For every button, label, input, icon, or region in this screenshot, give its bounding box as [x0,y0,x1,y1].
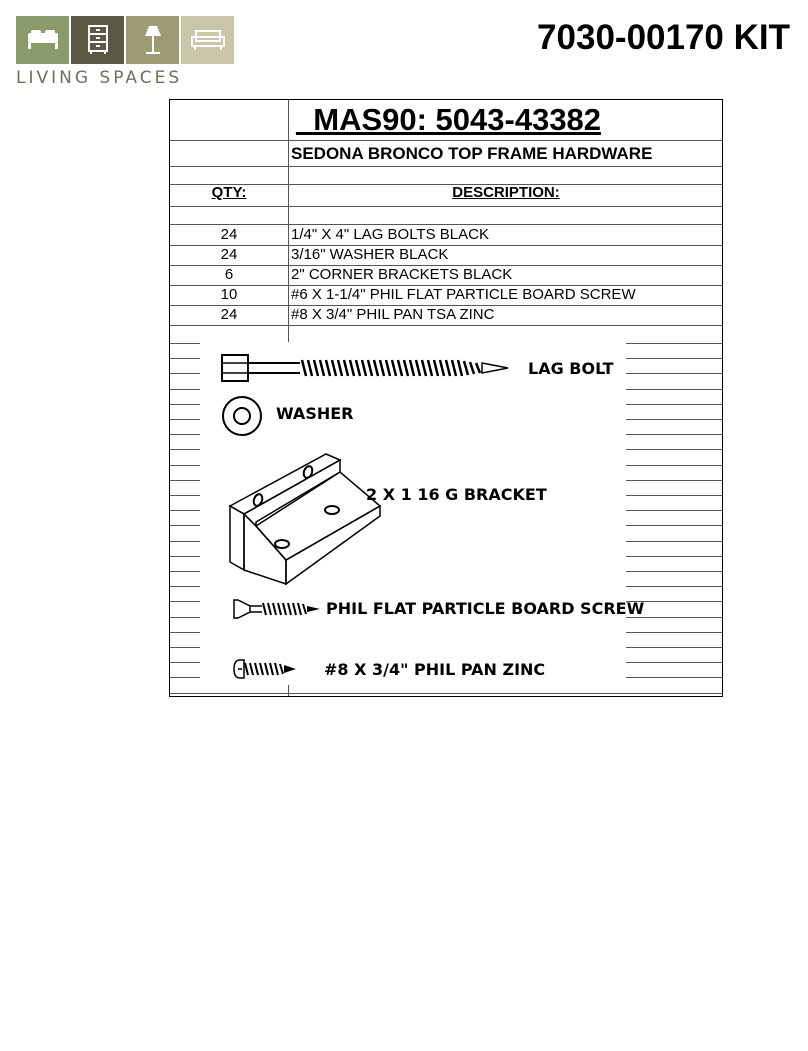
rule [170,693,722,694]
item-qty: 24 [220,306,238,323]
flat-screw-icon [232,598,322,620]
logo-tile-dresser [71,16,124,64]
logo-tile-lamp [126,16,179,64]
lag-bolt-label: LAG BOLT [528,359,614,378]
pan-screw-label: #8 X 3/4" PHIL PAN ZINC [324,660,546,679]
hardware-illustration [200,342,645,685]
item-qty: 24 [220,226,238,243]
logo-tiles [16,16,234,64]
item-qty: 24 [220,246,238,263]
rule [170,140,722,141]
logo-tile-bed [16,16,69,64]
item-qty: 10 [220,286,238,303]
sofa-icon [191,29,225,51]
bed-icon [26,29,60,51]
hardware-sheet [169,99,723,697]
dresser-icon [87,25,109,55]
rule [170,166,722,167]
kit-title: 7030-00170 KIT [537,18,790,57]
description-header: DESCRIPTION: [452,184,560,201]
kit-subtitle: SEDONA BRONCO TOP FRAME HARDWARE [291,144,653,163]
bracket-icon [216,450,386,590]
part-number: _MAS90: 5043-43382 [296,102,602,137]
rule [170,325,722,326]
brand-name: LIVING SPACES [16,68,183,88]
logo-tile-sofa [181,16,234,64]
lag-bolt-icon [220,352,520,386]
item-description: 3/16" WASHER BLACK [291,246,449,263]
qty-header: QTY: [211,184,247,201]
item-description: 2" CORNER BRACKETS BLACK [291,266,513,283]
item-description: #8 X 3/4" PHIL PAN TSA ZINC [291,306,495,323]
living-spaces-logo [16,16,234,88]
item-description: #6 X 1-1/4" PHIL FLAT PARTICLE BOARD SCREW [291,286,636,303]
item-description: 1/4" X 4" LAG BOLTS BLACK [291,226,489,243]
pan-screw-icon [232,658,298,680]
lamp-icon [140,24,166,56]
washer-icon [220,394,264,438]
item-qty: 6 [224,266,234,283]
bracket-label: 2 X 1 16 G BRACKET [366,485,547,504]
flat-screw-label: PHIL FLAT PARTICLE BOARD SCREW [326,599,645,618]
washer-label: WASHER [276,404,354,423]
rule [170,206,722,207]
